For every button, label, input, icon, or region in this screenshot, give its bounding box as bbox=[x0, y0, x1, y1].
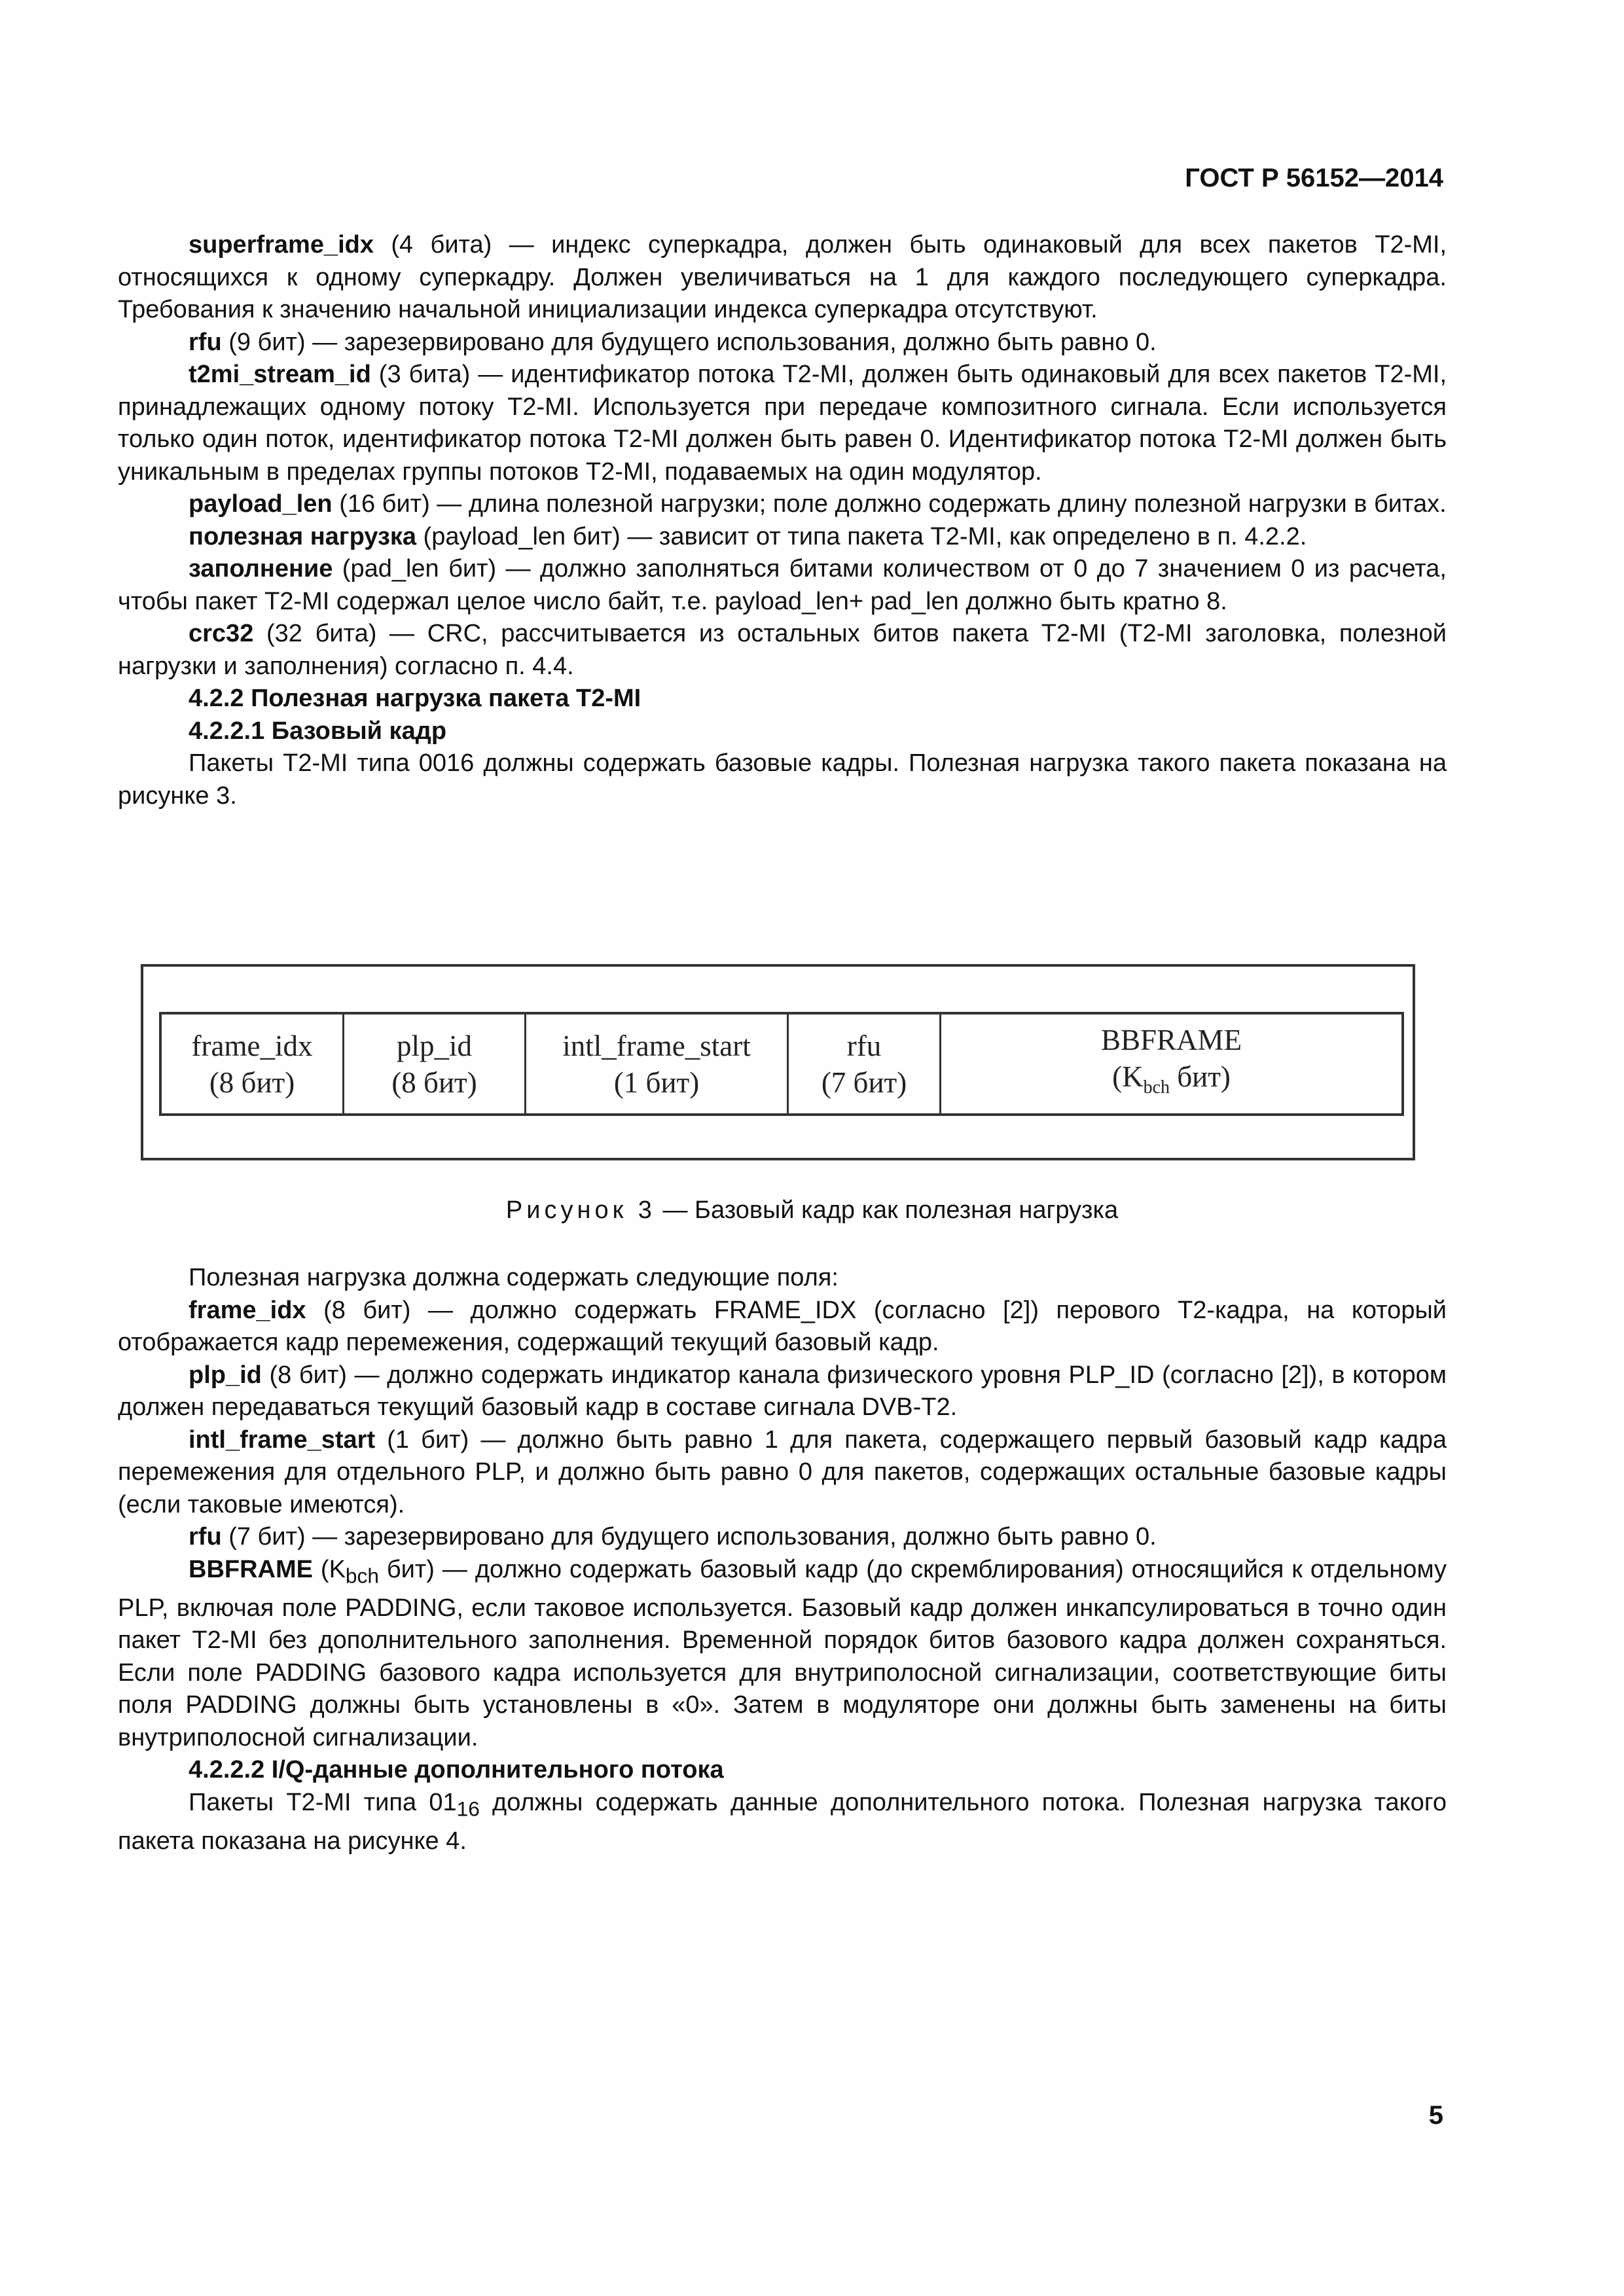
definition: (9 бит) — зарезервировано для будущего использования, должно быть равно 0. bbox=[221, 328, 1157, 356]
paragraph-payload bbox=[118, 521, 1447, 554]
term: t2mi_stream_id bbox=[189, 361, 371, 388]
figure-caption bbox=[0, 1196, 1624, 1225]
bottom-text-block bbox=[118, 1262, 1447, 1857]
definition: (32 бита) — CRC, рассчитывается из остальных битов пакета T2-MI (T2-MI заголовка, полезной нагрузки и заполнения) согласно п. 4.4. bbox=[118, 620, 1447, 680]
paragraph-superframe-idx bbox=[118, 229, 1447, 327]
paragraph-4-2-2-1: Пакеты T2-MI типа 0016 должны содержать базовые кадры. Полезная нагрузка такого пакета показана на рисунке 3. bbox=[118, 749, 1447, 810]
paragraph-intl-frame-start bbox=[118, 1424, 1447, 1522]
paragraph-crc32 bbox=[118, 618, 1447, 683]
field-size: (7 бит) bbox=[821, 1066, 907, 1099]
definition: (3 бита) — идентификатор потока T2-MI, должен быть одинаковый для всех пакетов T2-MI, принадлежащих одному потоку T2-MI. Используется при передаче композитного сигнала. Если используется только один поток, идентификатор потока T2-MI должен быть равен 0. Идентификатор потока T2-MI должен быть уникальным в пределах группы потоков T2-MI, подаваемых на один модулятор. bbox=[118, 361, 1447, 486]
field-size: (8 бит) bbox=[391, 1066, 477, 1099]
field-intl-frame-start bbox=[526, 1014, 789, 1113]
payload-field-table bbox=[159, 1012, 1404, 1116]
paragraph-4-2-2-2: Пакеты T2-MI типа $01_{16}$ должны содержать данные дополнительного потока. Полезная нагрузка такого пакета показана на рисунке 4. bbox=[118, 1788, 1447, 1855]
paragraph-t2mi-stream-id bbox=[118, 359, 1447, 488]
paragraph-fields-intro: Полезная нагрузка должна содержать следующие поля: bbox=[189, 1264, 839, 1291]
term: rfu bbox=[189, 328, 222, 356]
section-heading-4-2-2: 4.2.2 Полезная нагрузка пакета T2-MI bbox=[189, 685, 641, 712]
field-size: (1 бит) bbox=[613, 1066, 700, 1099]
term: полезная нагрузка bbox=[189, 522, 416, 550]
definition: (pad_len бит) — должно заполняться битами количеством от 0 до 7 значением 0 из расчета, чтобы пакет T2-MI содержал целое число байт, т.е. payload_len+ pad_len должно быть кратно 8. bbox=[118, 555, 1447, 615]
definition: (7 бит) — зарезервировано для будущего использования, должно быть равно 0. bbox=[221, 1523, 1157, 1551]
field-frame-idx bbox=[162, 1014, 344, 1113]
top-text-block bbox=[118, 229, 1447, 812]
term: crc32 bbox=[189, 620, 254, 647]
caption-text: — Базовый кадр как полезная нагрузка bbox=[655, 1196, 1119, 1224]
definition: (8 бит) — должно содержать FRAME_IDX (согласно [2]) перового T2-кадра, на который отображается кадр перемежения, содержащий текущий базовый кадр. bbox=[118, 1296, 1447, 1356]
field-size: ($K_{bch}$ бит) bbox=[1112, 1060, 1231, 1098]
field-bbframe bbox=[941, 1014, 1401, 1113]
paragraph-payload-len bbox=[118, 488, 1447, 521]
field-name: plp_id bbox=[396, 1029, 472, 1062]
term: plp_id bbox=[189, 1361, 262, 1389]
paragraph-plp-id bbox=[118, 1359, 1447, 1424]
field-size: (8 бит) bbox=[209, 1066, 295, 1099]
section-heading-4-2-2-1: 4.2.2.1 Базовый кадр bbox=[189, 717, 447, 745]
field-name: rfu bbox=[846, 1029, 882, 1062]
section-heading-4-2-2-2: 4.2.2.2 I/Q-данные дополнительного потока bbox=[189, 1756, 724, 1784]
standard-header: ГОСТ Р 56152—2014 bbox=[1185, 164, 1443, 192]
paragraph-padding bbox=[118, 553, 1447, 618]
term: BBFRAME bbox=[189, 1555, 313, 1583]
field-name: frame_idx bbox=[191, 1029, 313, 1062]
paragraph-rfu bbox=[118, 327, 1447, 359]
term: intl_frame_start bbox=[189, 1426, 376, 1454]
field-name: intl_frame_start bbox=[562, 1029, 751, 1062]
definition: (1 бит) — должно быть равно 1 для пакета, содержащего первый базовый кадр кадра перемежения для отдельного PLP, и должно быть равно 0 для пакетов, содержащих остальные базовые кадры (если таковые имеются). bbox=[118, 1426, 1447, 1518]
field-plp-id bbox=[344, 1014, 526, 1113]
definition: (16 бит) — длина полезной нагрузки; поле должно содержать длину полезной нагрузки в битах. bbox=[332, 490, 1447, 518]
definition: бит) — должно содержать базовый кадр (до скремблирования) относящийся к отдельному PLP, включая поле PADDING, если таковое используется. Базовый кадр должен инкапсулироваться в точно один пакет T2-MI без дополнительного заполнения. Временной порядок битов базового кадра должен сохраняться. Если поле PADDING базового кадра используется для внутриполосной сигнализации, соответствующие биты поля PADDING должны быть установлены в «0». Затем в модуляторе они должны быть заменены на биты внутриполосной сигнализации. bbox=[118, 1555, 1447, 1751]
definition: (payload_len бит) — зависит от типа пакета T2-MI, как определено в п. 4.2.2. bbox=[416, 522, 1307, 550]
page-number: 5 bbox=[1428, 2101, 1443, 2130]
definition: (8 бит) — должно содержать индикатор канала физического уровня PLP_ID (согласно [2]), в котором должен передаваться текущий базовый кадр в составе сигнала DVB-T2. bbox=[118, 1361, 1447, 1421]
paragraph-bbframe: BBFRAME ($K_{bch}$ бит) — должно содержать базовый кадр (до скремблирования) относящийся к отдельному PLP, включая поле PADDING, если таковое используется. Базовый кадр должен инкапсулироваться в точно один пакет T2-MI без дополнительного заполнения. Временной порядок битов базового кадра должен сохраняться. Если поле PADDING базового кадра используется для внутриполосной сигнализации, соответствующие биты поля PADDING должны быть установлены в «0». Затем в модуляторе они должны быть заменены на биты внутриполосной сигнализации. bbox=[118, 1555, 1447, 1751]
term: rfu bbox=[189, 1523, 222, 1551]
paragraph-frame-idx bbox=[118, 1295, 1447, 1359]
term: заполнение bbox=[189, 555, 333, 583]
paragraph-rfu-payload bbox=[118, 1521, 1447, 1554]
field-rfu bbox=[789, 1014, 941, 1113]
caption-label: Рисунок 3 bbox=[505, 1196, 656, 1224]
term: superframe_idx bbox=[189, 231, 374, 259]
term: payload_len bbox=[189, 490, 333, 518]
term: frame_idx bbox=[189, 1296, 306, 1324]
field-name: BBFRAME bbox=[1100, 1024, 1242, 1056]
definition: (4 бита) — индекс суперкадра, должен быть одинаковый для всех пакетов T2-MI, относящихся к одному суперкадру. Должен увеличиваться на 1 для каждого последующего суперкадра. Требования к значению начальной инициализации индекса суперкадра отсутствуют. bbox=[118, 231, 1447, 323]
